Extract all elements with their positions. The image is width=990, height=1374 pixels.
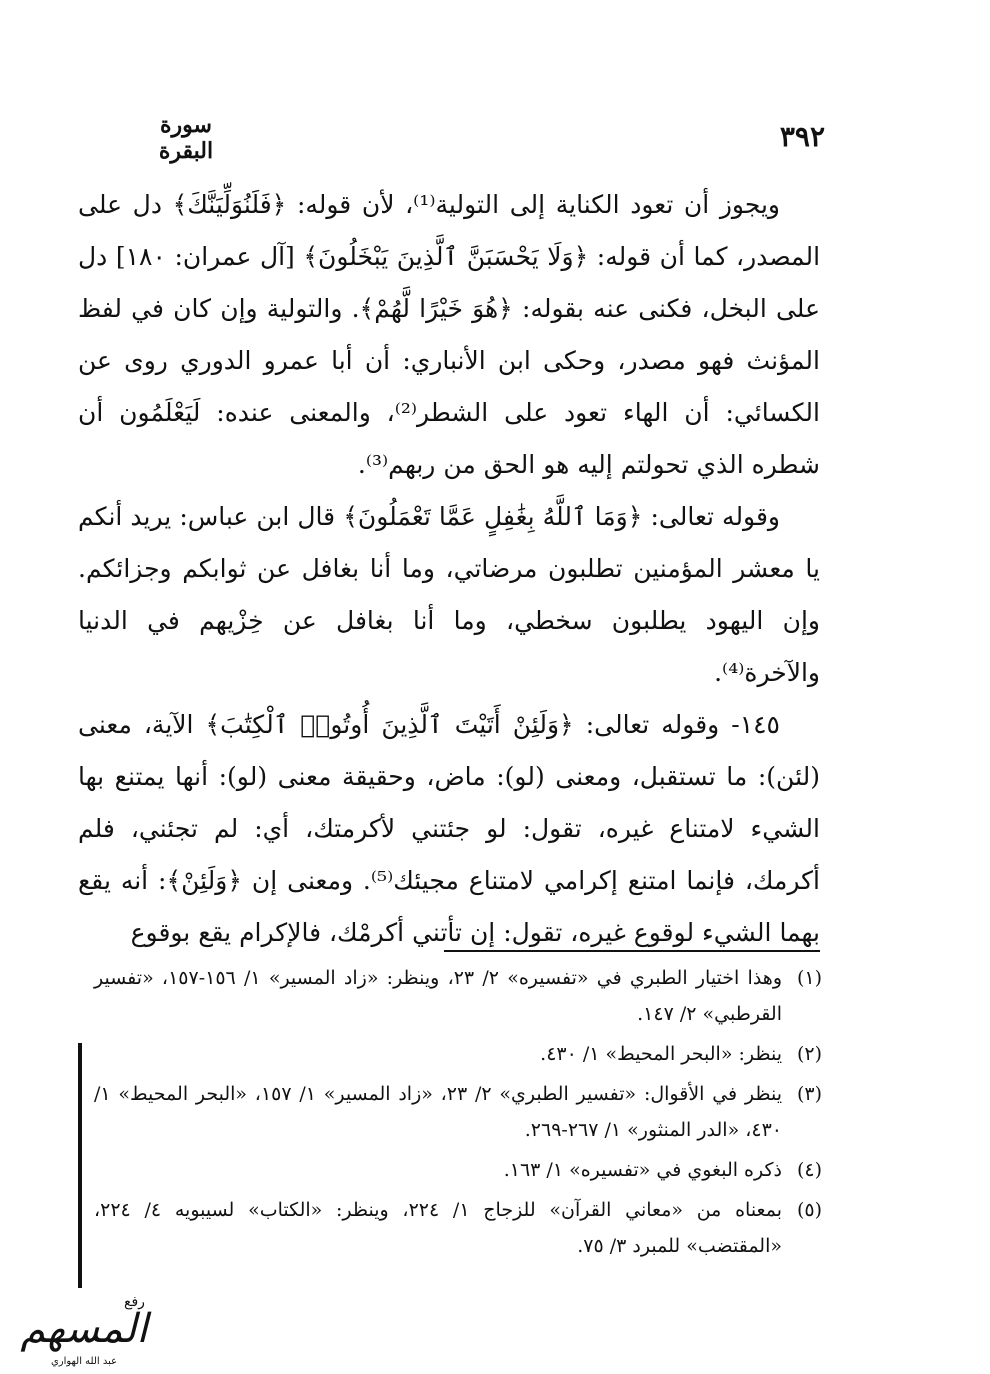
footnote-text: بمعناه من «معاني القرآن» للزجاج ١/ ٢٢٤، وينظر: «الكتاب» لسيبويه ٤/ ٢٢٤، «المقتضب» للمبرد ٣/ ٧٥. — [94, 1199, 782, 1257]
footnote-text: ينظر: «البحر المحيط» ١/ ٤٣٠. — [540, 1043, 782, 1065]
footnote-text: وهذا اختيار الطبري في «تفسيره» ٢/ ٢٣، وينظر: «زاد المسير» ١/ ١٥٦-١٥٧، «تفسير القرطبي» ٢/ ١٤٧. — [94, 967, 782, 1025]
margin-bar — [78, 1043, 82, 1288]
page-number: ٣٩٢ — [779, 120, 825, 153]
footnote-4 — [94, 1152, 822, 1188]
footnote-text: ينظر في الأقوال: «تفسير الطبري» ٢/ ٢٣، «زاد المسير» ١/ ١٥٧، «البحر المحيط» ١/ ٤٣٠، «الدر المنثور» ١/ ٢٦٧-٢٦٩. — [94, 1083, 782, 1141]
footnote-number: (١) — [796, 967, 822, 989]
footnote-number: (٣) — [796, 1083, 822, 1105]
stamp-sub-text: عبد الله الهواري — [50, 1356, 118, 1367]
footnote-separator — [444, 950, 820, 952]
body-paragraph-1: ويجوز أن تعود الكناية إلى التولية⁽¹⁾، لأن قوله: ﴿فَلَنُوَلِّيَنَّكَ﴾ دل على المصدر، كما أن قوله: ﴿وَلَا يَحْسَبَنَّ ٱلَّذِينَ يَبْخَلُونَ﴾ [آل عمران: ١٨٠] دل على البخل، فكنى عنه بقوله: ﴿هُوَ خَيْرًا لَّهُمْ﴾. والتولية وإن كان في لفظ المؤنث فهو مصدر، وحكى ابن الأنباري: أن أبا عمرو الدوري روى عن الكسائي: أن الهاء تعود على الشطر⁽²⁾، والمعنى عنده: لَيَعْلَمُون أن شطره الذي تحولتم إليه هو الحق من ربهم⁽³⁾. — [78, 190, 821, 479]
running-header-title: سورة البقرة — [158, 112, 214, 164]
main-text — [78, 179, 820, 959]
stamp-top-text: رفع — [124, 1294, 145, 1310]
footnote-text: ذكره البغوي في «تفسيره» ١/ ١٦٣. — [503, 1159, 782, 1181]
body-paragraph-3: ١٤٥- وقوله تعالى: ﴿وَلَئِنْ أَتَيْتَ ٱلَّذِينَ أُوتُوا۟ ٱلْكِتَٰبَ﴾ الآية، معنى (لئن): ما تستقبل، ومعنى (لو): ماض، وحقيقة معنى (لو): أنها يمتنع بها الشيء لامتناع غيره، تقول: لو جئتني لأكرمتك، أي: لم تجئني، فلم أكرمك، فإنما امتنع إكرامي لامتناع مجيئك⁽⁵⁾. ومعنى إن ﴿وَلَئِنْ﴾: أنه يقع بهما الشيء لوقوع غيره، تقول: إن تأتني أكرمْك، فالإكرام يقع بوقوع — [78, 710, 820, 947]
footnote-number: (٤) — [796, 1159, 822, 1181]
library-stamp-logo — [4, 1284, 164, 1372]
body-paragraph-2: وقوله تعالى: ﴿وَمَا ٱللَّهُ بِغَٰفِلٍ عَمَّا تَعْمَلُونَ﴾ قال ابن عباس: يريد أنكم يا معشر المؤمنين تطلبون مرضاتي، وما أنا بغافل عن ثوابكم وجزائكم. وإن اليهود يطلبون سخطي، وما أنا بغافل عن خِزْيهم في الدنيا والآخرة⁽⁴⁾. — [78, 502, 820, 687]
footnote-5 — [94, 1192, 822, 1264]
footnote-1 — [94, 960, 822, 1032]
footnote-3 — [94, 1076, 822, 1148]
footnote-number: (٥) — [796, 1199, 822, 1221]
footnotes — [94, 960, 822, 1268]
stamp-main-text: المسهم — [20, 1306, 148, 1352]
footnote-2 — [94, 1036, 822, 1072]
footnote-number: (٢) — [796, 1043, 822, 1065]
